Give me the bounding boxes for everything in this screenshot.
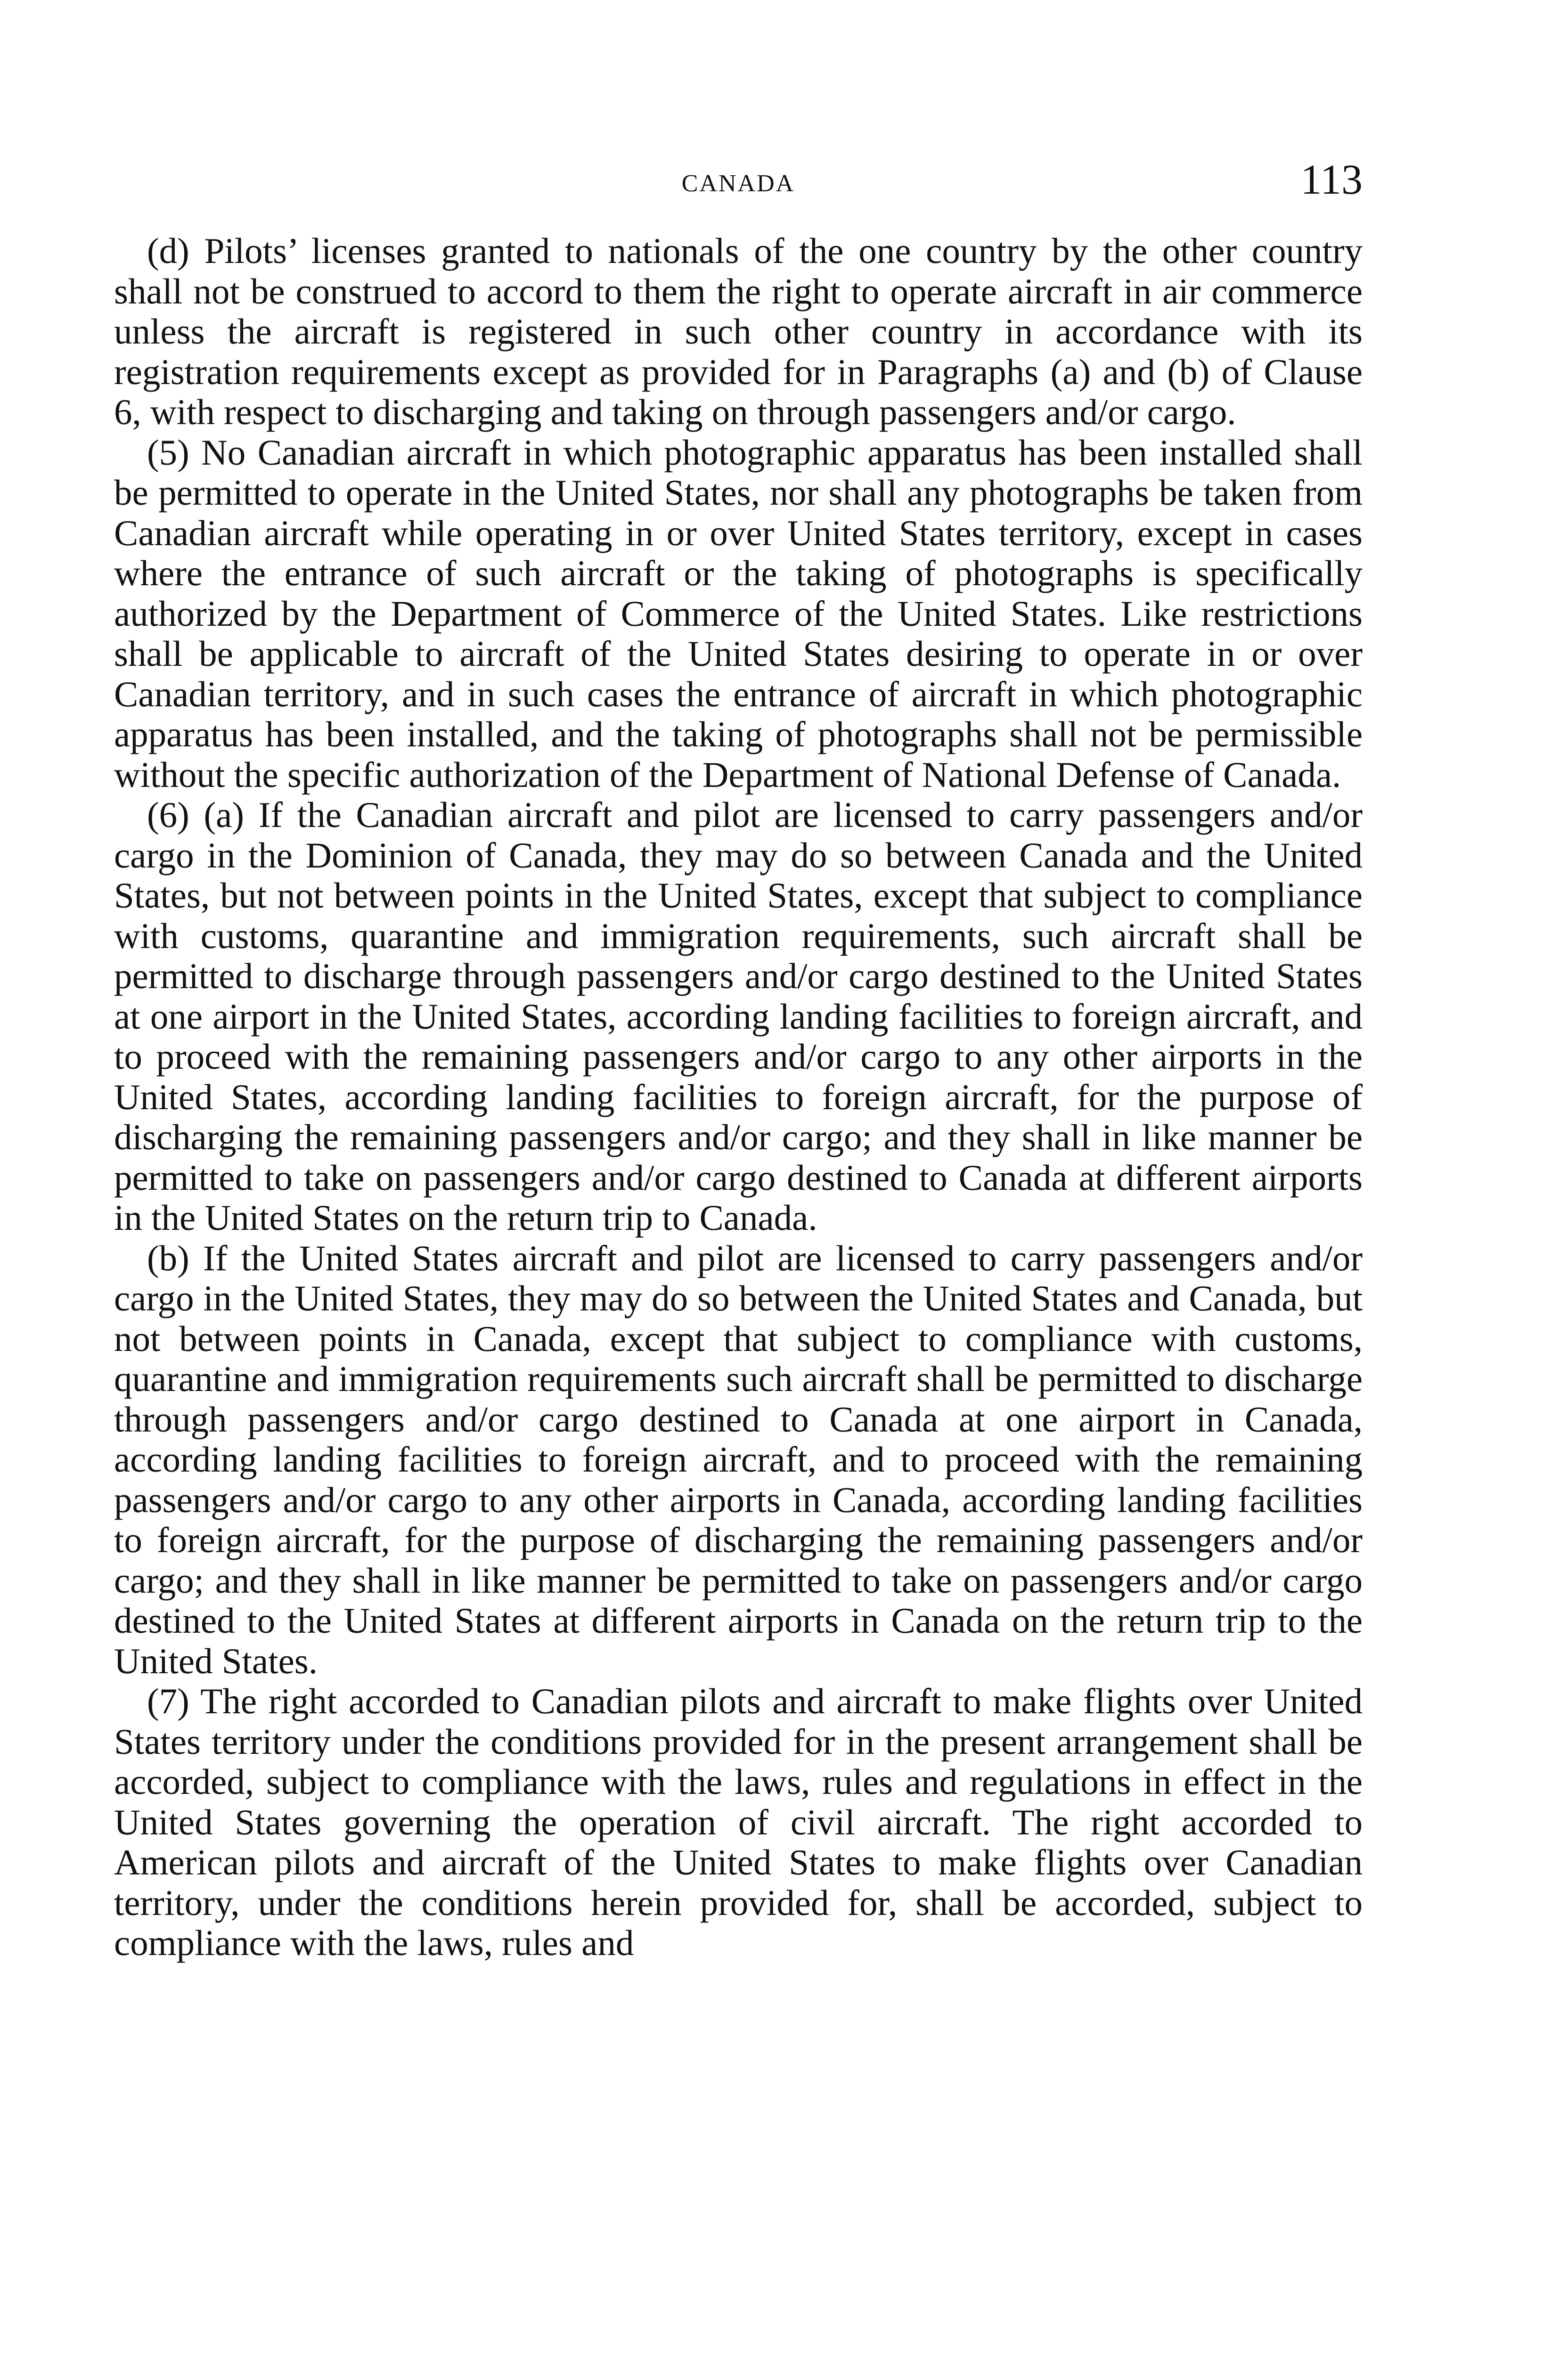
paragraph-5-photographic-apparatus: (5) No Canadian aircraft in which photographic apparatus has been installed shall be permitted to operate in the United States, nor shall any photographs be taken from Canadian aircraft while operating in or over United States territory, except in cases where the entrance of such aircraft or the taking of photographs is specifically authorized by the Department of Commerce of the United States. Like restrictions shall be applicable to aircraft of the United States desiring to operate in or over Canadian territory, and in such cases the entrance of aircraft in which photographic apparatus has been installed, and the taking of photographs shall not be permissible without the specific authorization of the Department of National Defense of Canada. xyxy=(114,432,1363,795)
running-title: CANADA xyxy=(681,170,795,197)
page-number: 113 xyxy=(1300,156,1363,203)
paragraph-6b-united-states-aircraft: (b) If the United States aircraft and pilot are licensed to carry passengers and/or cargo in the United States, they may do so between the United States and Canada, but not between points in Canada, except that subject to compliance with customs, quarantine and immigration requirements such aircraft shall be permitted to discharge through passengers and/or cargo destined to Canada at one airport in Canada, according landing facilities to foreign aircraft, and to proceed with the remaining passengers and/or cargo to any other airports in Canada, according landing facilities to foreign aircraft, for the purpose of discharging the remaining passengers and/or cargo; and they shall in like manner be permitted to take on passengers and/or cargo destined to the United States at different airports in Canada on the return trip to the United States. xyxy=(114,1237,1363,1681)
paragraph-4d-pilots-licenses: (d) Pilots’ licenses granted to nationals of the one country by the other country shall not be construed to accord to them the right to operate aircraft in air commerce unless the aircraft is registered in such other country in accordance with its registration requirements except as provided for in Paragraphs (a) and (b) of Clause 6, with respect to discharging and taking on through passengers and/or cargo. xyxy=(114,230,1363,432)
document-page xyxy=(114,155,1363,1963)
body-text xyxy=(114,231,1363,1963)
paragraph-7-right-of-flight: (7) The right accorded to Canadian pilots and aircraft to make flights over United States territory under the conditions provided for in the present arrangement shall be accorded, subject to compliance with the laws, rules and regulations in effect in the United States governing the operation of civil aircraft. The right accorded to American pilots and aircraft of the United States to make flights over Canadian territory, under the conditions herein provided for, shall be accorded, subject to compliance with the laws, rules and xyxy=(114,1681,1363,1963)
page-header xyxy=(114,155,1363,231)
paragraph-6a-canadian-aircraft: (6) (a) If the Canadian aircraft and pilot are licensed to carry passengers and/or cargo in the Dominion of Canada, they may do so between Canada and the United States, but not between points in the United States, except that subject to compliance with customs, quarantine and immigration requirements, such aircraft shall be permitted to discharge through passengers and/or cargo destined to the United States at one airport in the United States, according landing facilities to foreign aircraft, and to proceed with the remaining passengers and/or cargo to any other airports in the United States, according landing facilities to foreign aircraft, for the purpose of discharging the remaining passengers and/or cargo; and they shall in like manner be permitted to take on passengers and/or cargo destined to Canada at different airports in the United States on the return trip to Canada. xyxy=(114,794,1363,1238)
